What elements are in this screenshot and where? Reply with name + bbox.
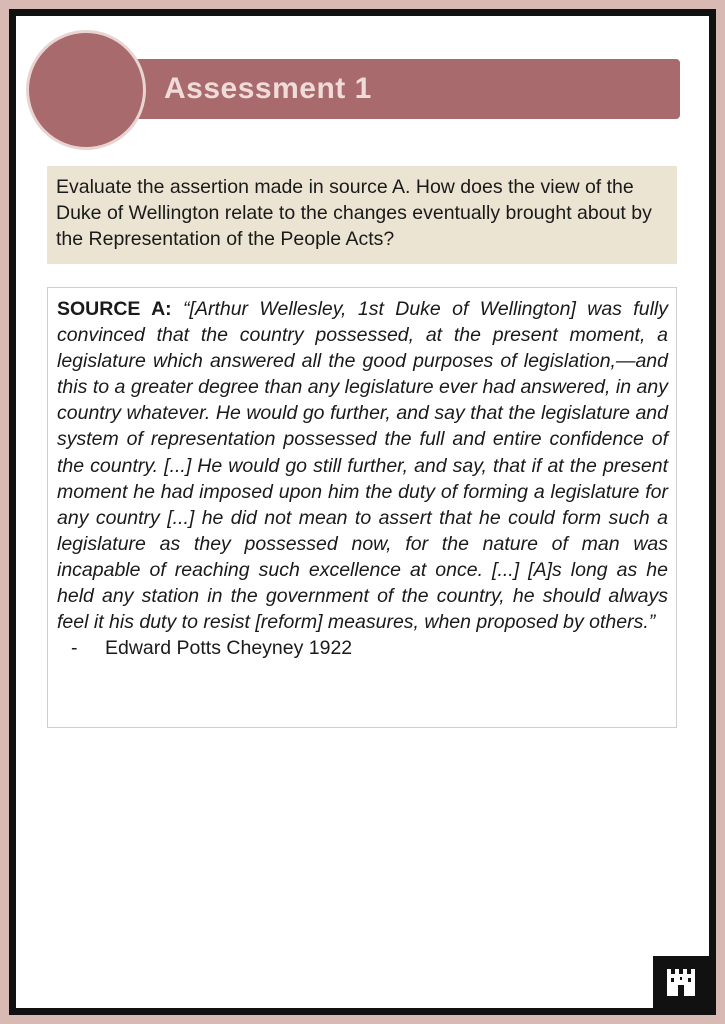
source-paragraph	[57, 296, 668, 635]
attribution-text: Edward Potts Cheyney 1922	[105, 637, 353, 660]
source-quote: “[Arthur Wellesley, 1st Duke of Wellington] was fully convinced that the country possessed, at the present moment, a legislature which answered all the good purposes of legislation,—and this to a greater degree than any legislature ever had answered, in any country whatever. He would go further, and say that the legislature and system of representation possessed the full and entire confidence of the country. [...] He would go still further, and say, that if at the present moment he had imposed upon him the duty of forming a legislature for any country [...] he did not mean to assert that he could form such a legislature as they possessed now, for the nature of man was incapable of reaching such excellence at once. [...] [A]s long as he held any station in the government of the country, he should always feel it his duty to resist [reform] measures, when proposed by others.”	[57, 298, 668, 634]
page-title: Assessment 1	[164, 72, 372, 105]
question-text: Evaluate the assertion made in source A. How does the view of the Duke of Wellington relate to the changes eventually brought about by the Representation of the People Acts?	[56, 176, 652, 250]
question-box	[47, 166, 677, 264]
source-box	[47, 287, 677, 728]
attribution-dash: -	[71, 637, 78, 660]
castle-icon	[653, 956, 709, 1008]
source-attribution	[57, 635, 668, 661]
header-circle-decoration	[26, 30, 146, 150]
worksheet-page	[9, 9, 716, 1015]
source-label: SOURCE A:	[57, 298, 172, 320]
